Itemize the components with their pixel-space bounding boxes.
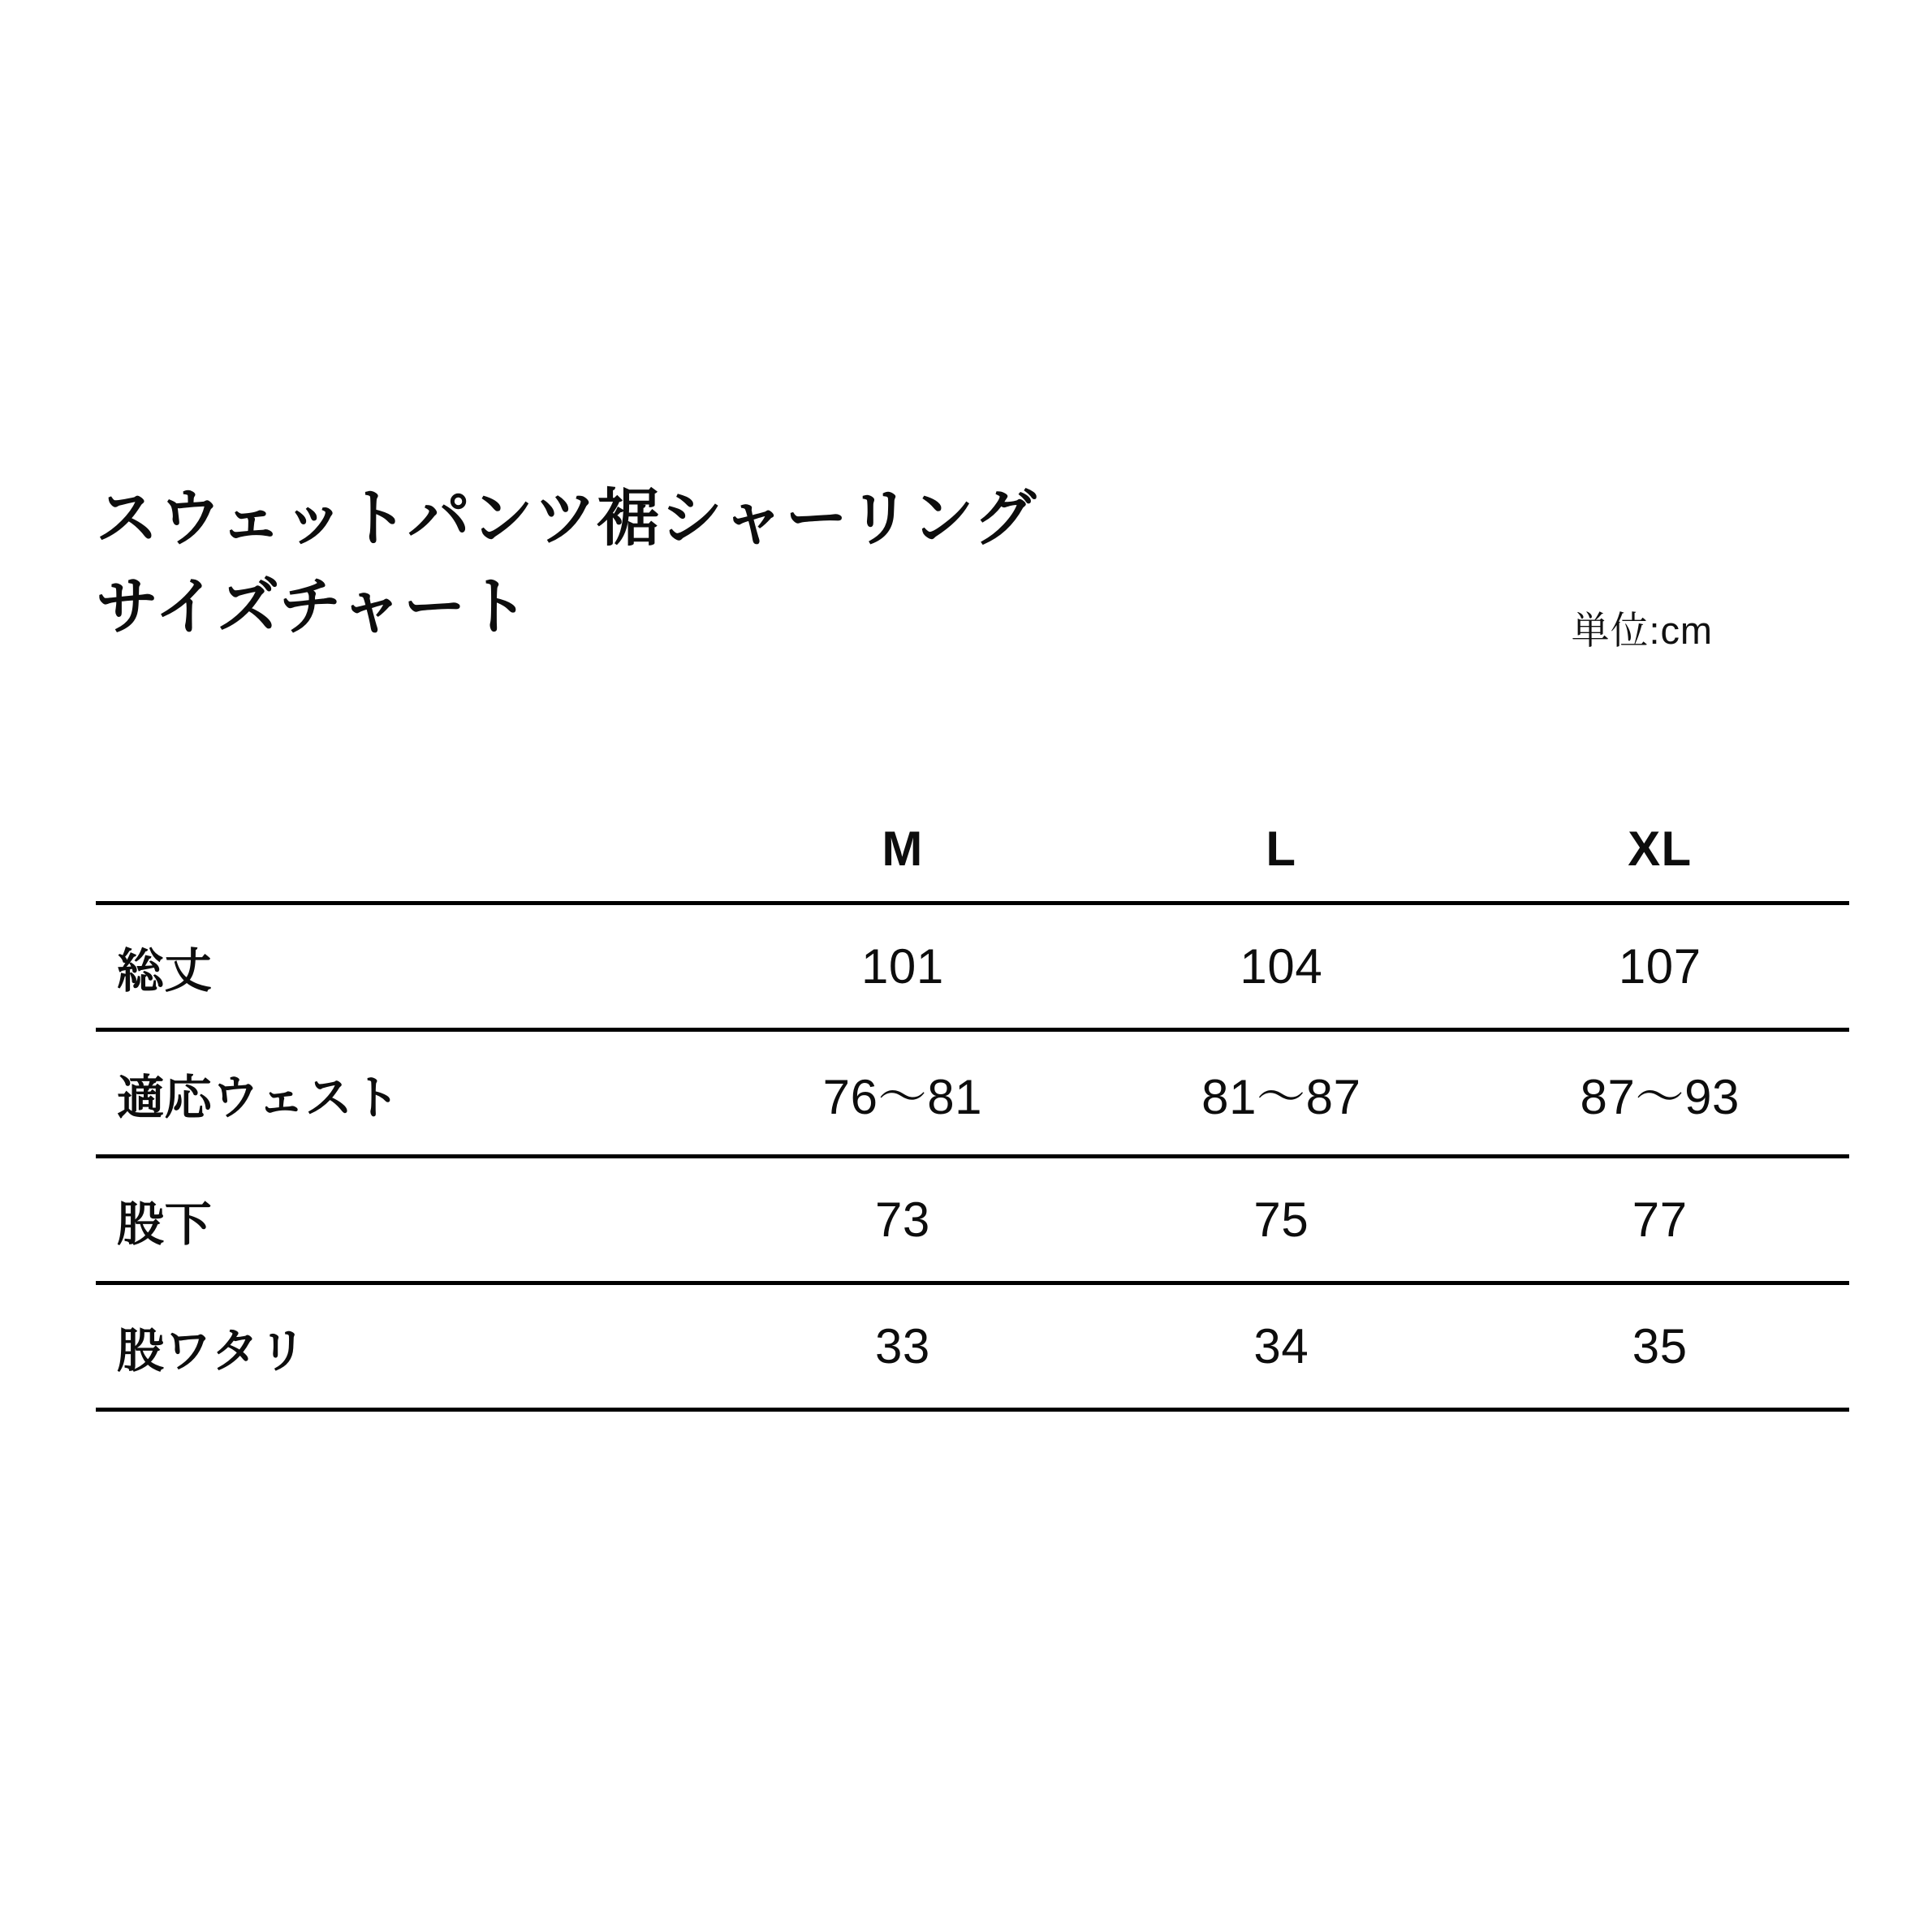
table-row <box>96 1283 1849 1410</box>
row-label-inseam: 股下 <box>96 1157 714 1283</box>
row-label-waist: 適応ウェスト <box>96 1030 714 1157</box>
header-corner <box>96 796 714 903</box>
cell-waist-xl: 87〜93 <box>1471 1030 1849 1157</box>
unit-note: 単位:cm <box>1571 609 1713 652</box>
cell-waist-m: 76〜81 <box>714 1030 1092 1157</box>
cell-inseam-m: 73 <box>714 1157 1092 1283</box>
header-row <box>96 796 1849 903</box>
title-line-2: サイズチャート <box>96 572 530 643</box>
cell-total-length-l: 104 <box>1092 903 1470 1030</box>
column-header-m: M <box>714 796 1092 903</box>
table-row <box>96 1157 1849 1283</box>
table-row <box>96 903 1849 1030</box>
cell-thigh-xl: 35 <box>1471 1283 1849 1410</box>
cell-waist-l: 81〜87 <box>1092 1030 1470 1157</box>
table-body <box>96 903 1849 1410</box>
title-line-1: スウェットパンツ裾シャーリング <box>96 484 1037 554</box>
page-title <box>96 475 1476 653</box>
cell-inseam-xl: 77 <box>1471 1157 1849 1283</box>
size-chart-table <box>96 796 1849 1412</box>
table-header <box>96 796 1849 903</box>
cell-total-length-m: 101 <box>714 903 1092 1030</box>
row-label-total-length: 総丈 <box>96 903 714 1030</box>
cell-thigh-l: 34 <box>1092 1283 1470 1410</box>
cell-inseam-l: 75 <box>1092 1157 1470 1283</box>
cell-thigh-m: 33 <box>714 1283 1092 1410</box>
table-row <box>96 1030 1849 1157</box>
column-header-l: L <box>1092 796 1470 903</box>
row-label-thigh: 股ワタリ <box>96 1283 714 1410</box>
size-chart-table-wrapper <box>96 796 1849 1412</box>
cell-total-length-xl: 107 <box>1471 903 1849 1030</box>
column-header-xl: XL <box>1471 796 1849 903</box>
